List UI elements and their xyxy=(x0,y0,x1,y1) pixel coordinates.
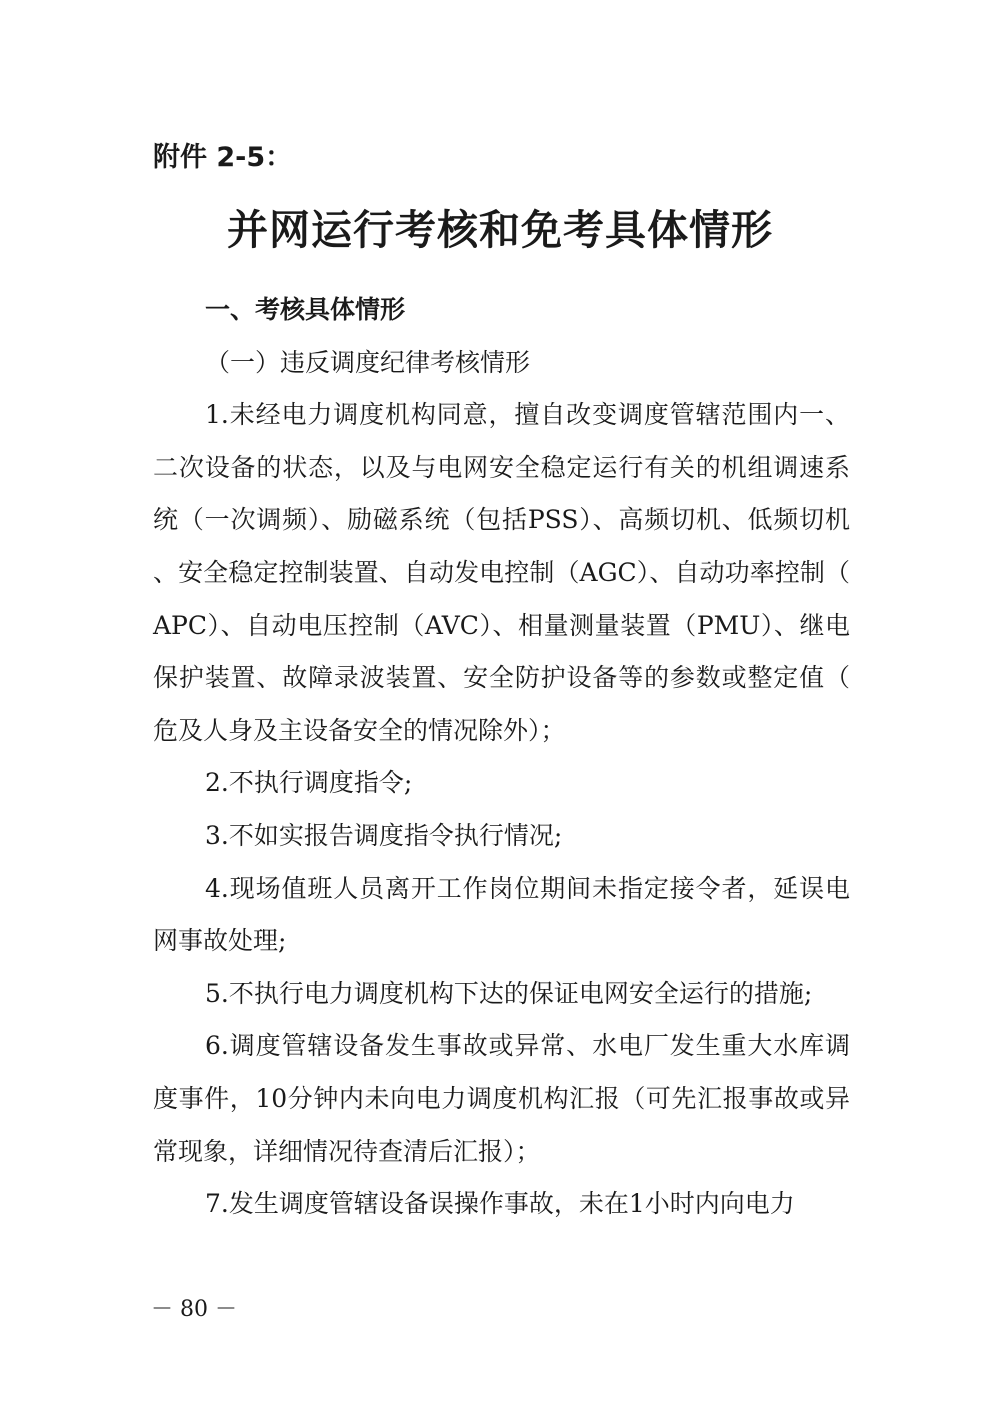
page-number: － 80 － xyxy=(151,1297,237,1322)
subsection-heading: （一）违反调度纪律考核情形 xyxy=(205,347,531,377)
paragraph-item-3: 3.不如实报告调度指令执行情况; xyxy=(205,820,563,850)
paragraph-item-5: 5.不执行电力调度机构下达的保证电网安全运行的措施; xyxy=(205,978,813,1008)
document-title: 并网运行考核和免考具体情形 xyxy=(227,206,773,254)
paragraph-item-2: 2.不执行调度指令; xyxy=(205,768,413,798)
paragraph-item-7: 7.发生调度管辖设备误操作事故，未在1小时内向电力 xyxy=(205,1189,795,1219)
section-heading: 一、考核具体情形 xyxy=(205,295,406,324)
attachment-label: 附件 2-5： xyxy=(153,142,293,173)
paragraph-item-4: 4.现场值班人员离开工作岗位期间未指定接令者，延误电网事故处理; xyxy=(153,873,850,956)
paragraph-item-1: 1.未经电力调度机构同意，擅自改变调度管辖范围内一、二次设备的状态，以及与电网安全稳定运行有关的机组调速系统（一次调频）、励磁系统（包括PSS）、高频切机、低频切机、安全稳定控制装置、自动发电控制（AGC）、自动功率控制（APC）、自动电压控制（AVC）、相量测量装置（PMU）、继电保护装置、故障录波装置、安全防护设备等的参数或整定值（危及人身及主设备安全的情况除外）； xyxy=(153,400,850,745)
paragraph-item-6: 6.调度管辖设备发生事故或异常、水电厂发生重大水库调度事件，10分钟内未向电力调度机构汇报（可先汇报事故或异常现象，详细情况待查清后汇报）； xyxy=(153,1031,850,1166)
document-body xyxy=(153,284,850,1231)
